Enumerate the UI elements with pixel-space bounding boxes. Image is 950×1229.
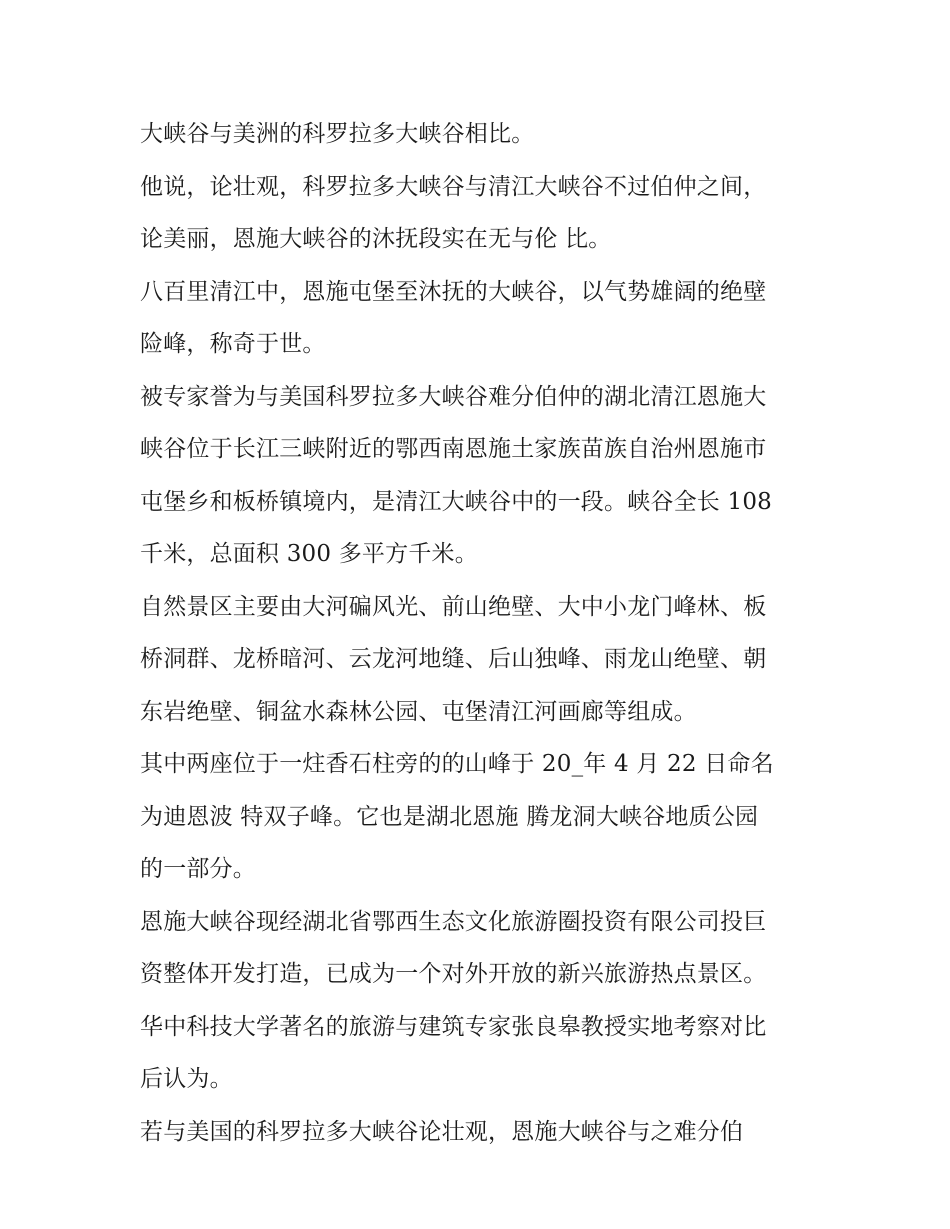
text-line: 为迪恩波 特双子峰。它也是湖北恩施 腾龙洞大峡谷地质公园 xyxy=(140,803,759,830)
text-line: 恩施大峡谷现经湖北省鄂西生态文化旅游圈投资有限公司投巨 xyxy=(140,908,767,935)
text-line: 峡谷位于长江三峡附近的鄂西南恩施土家族苗族自治州恩施市 xyxy=(140,436,767,462)
text-line: 的一部分。 xyxy=(140,856,256,882)
text-line: 资整体开发打造，已成为一个对外开放的新兴旅游热点景区。 xyxy=(140,961,767,987)
text-line: 东岩绝壁、铜盆水森林公园、屯堡清江河画廊等组成。 xyxy=(140,698,697,725)
text-line: 其中两座位于一炷香石柱旁的的山峰于 20_年 4 月 22 日命名 xyxy=(140,751,774,777)
text-line: 屯堡乡和板桥镇境内，是清江大峡谷中的一段。峡谷全长 108 xyxy=(140,488,773,515)
text-line: 论美丽，恩施大峡谷的沐抚段实在无与伦 比。 xyxy=(140,226,612,252)
text-line: 大峡谷与美洲的科罗拉多大峡谷相比。 xyxy=(140,121,535,147)
body-text xyxy=(140,108,830,1158)
text-line: 八百里清江中，恩施屯堡至沐抚的大峡谷，以气势雄阔的绝壁 xyxy=(140,278,767,305)
text-line: 千米，总面积 300 多平方千米。 xyxy=(140,541,478,567)
text-line: 险峰，称奇于世。 xyxy=(140,331,326,357)
text-line: 桥洞群、龙桥暗河、云龙河地缝、后山独峰、雨龙山绝壁、朝 xyxy=(140,646,767,672)
text-line: 若与美国的科罗拉多大峡谷论壮观，恩施大峡谷与之难分伯 xyxy=(140,1118,744,1145)
text-line: 华中科技大学著名的旅游与建筑专家张良皋教授实地考察对比 xyxy=(140,1013,767,1040)
text-line: 被专家誉为与美国科罗拉多大峡谷难分伯仲的湖北清江恩施大 xyxy=(140,383,767,410)
text-line: 自然景区主要由大河碥风光、前山绝壁、大中小龙门峰林、板 xyxy=(140,593,767,620)
text-line: 他说，论壮观，科罗拉多大峡谷与清江大峡谷不过伯仲之间， xyxy=(140,173,767,200)
text-line: 后认为。 xyxy=(140,1066,233,1092)
